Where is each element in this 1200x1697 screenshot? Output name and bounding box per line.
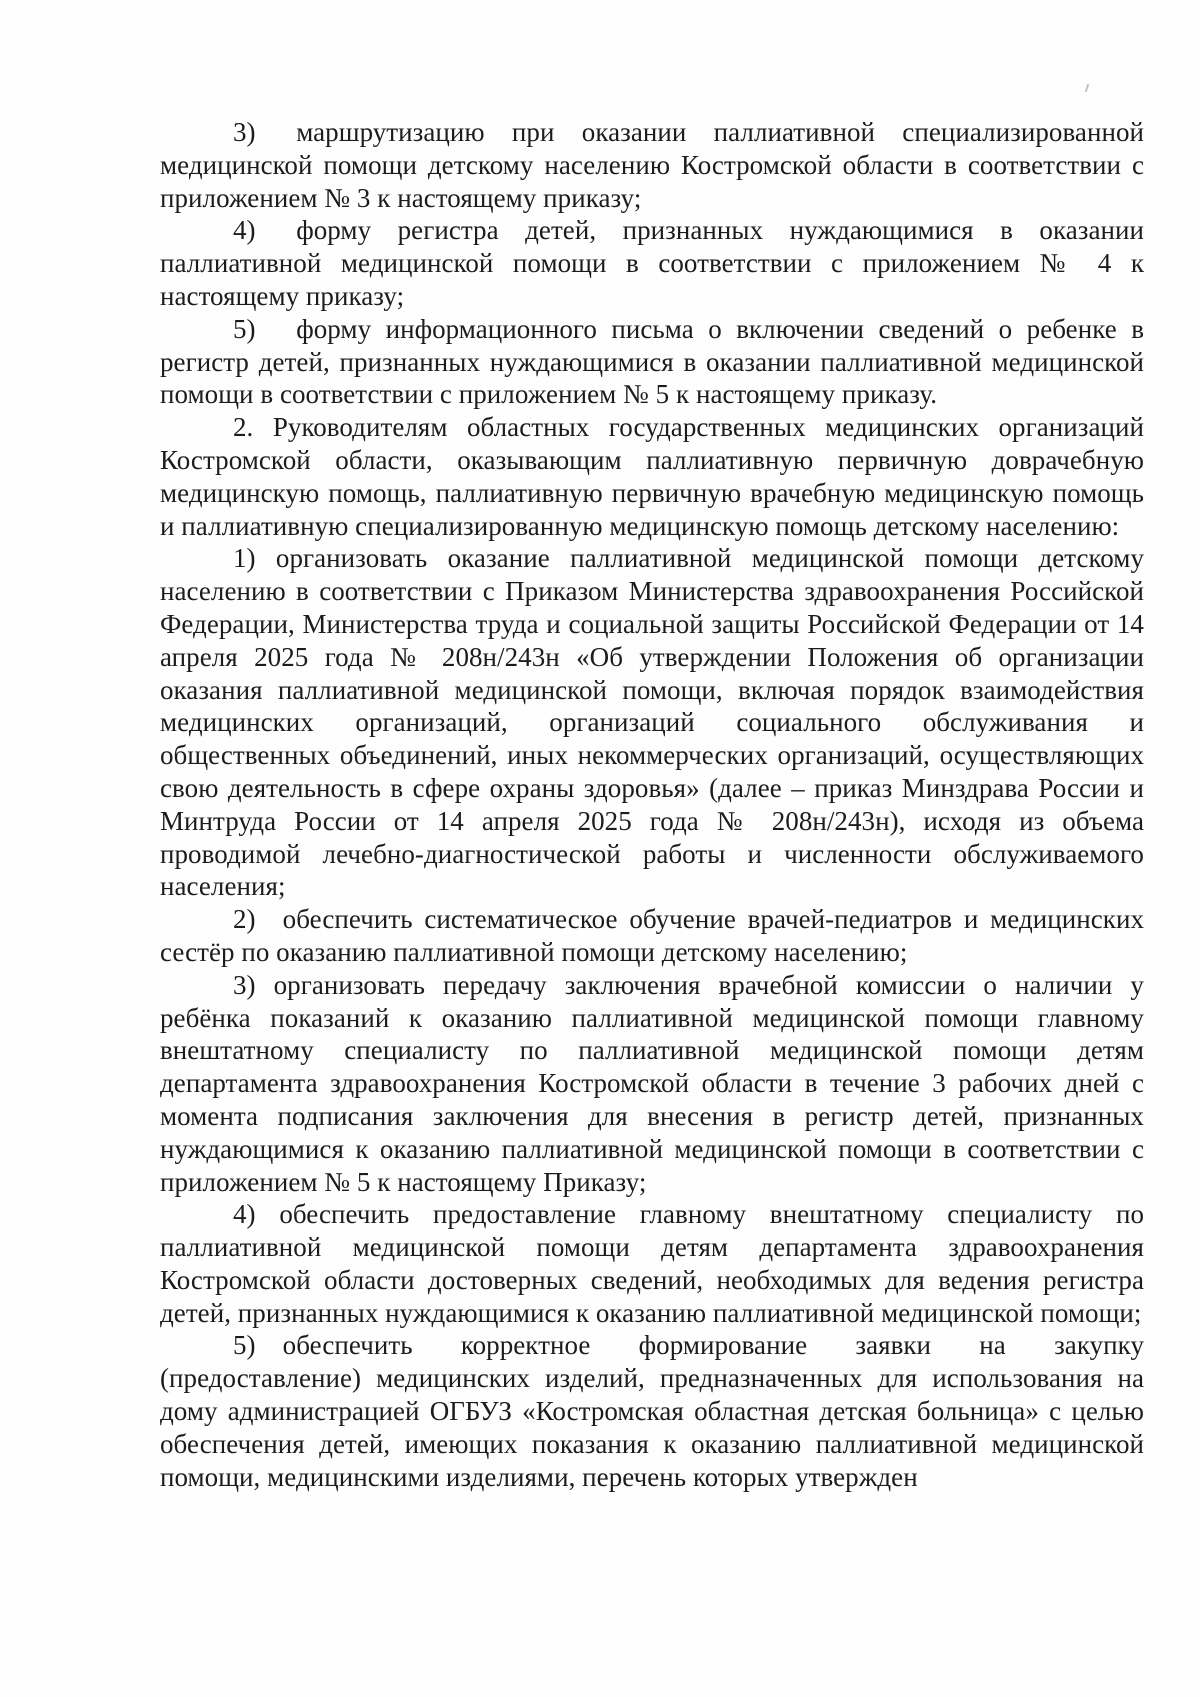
scan-artifact [1085,84,1089,92]
paragraph-item-4-register-form: 4) форму регистра детей, признанных нуждающимися в оказании паллиативной медицинской помощи в соответствии с приложением № 4 к настоящему приказу; [160,215,1144,311]
paragraph-subitem-1-organize: 1) организовать оказание паллиативной медицинской помощи детскому населению в соответствии с Приказом Министерства здравоохранения Российской Федерации, Министерства труда и социальной защиты Российской Федерации от 14 апреля 2025 года № 208н/243н «Об утверждении Положения об организации оказания паллиативной медицинской помощи, включая порядок взаимодействия медицинских организаций, организаций социального обслуживания и общественных объединений, иных некоммерческих организаций, осуществляющих свою деятельность в сфере охраны здоровья» (далее – приказ Минздрава России и Минтруда России от 14 апреля 2025 года № 208н/243н), исходя из объема проводимой лечебно-диагностической работы и численности обслуживаемого населения; [160,543,1144,902]
paragraph-section-2-heads: 2. Руководителям областных государственных медицинских организаций Костромской области, оказывающим паллиативную первичную доврачебную медицинскую помощь, паллиативную первичную врачебную медицинскую помощь и паллиативную специализированную медицинскую помощь детскому населению: [160,412,1144,541]
paragraph-subitem-4-provide-data: 4) обеспечить предоставление главному внештатному специалисту по паллиативной медицинской помощи детям департамента здравоохранения Костромской области достоверных сведений, необходимых для ведения регистра детей, признанных нуждающимися к оказанию паллиативной медицинской помощи; [160,1199,1144,1328]
paragraph-subitem-5-procurement: 5) обеспечить корректное формирование заявки на закупку (предоставление) медицинских изделий, предназначенных для использования на дому администрацией ОГБУЗ «Костромская областная детская больница» с целью обеспечения детей, имеющих показания к оказанию паллиативной медицинской помощи, медицинскими изделиями, перечень которых утвержден [160,1330,1144,1492]
document-body [160,116,1144,1493]
paragraph-item-3-routing: 3) маршрутизацию при оказании паллиативной специализированной медицинской помощи детскому населению Костромской области в соответствии с приложением № 3 к настоящему приказу; [160,117,1144,213]
paragraph-item-5-info-letter-form: 5) форму информационного письма о включении сведений о ребенке в регистр детей, признанных нуждающимися в оказании паллиативной медицинской помощи в соответствии с приложением № 5 к настоящему приказу. [160,313,1144,410]
paragraph-subitem-3-transfer: 3) организовать передачу заключения врачебной комиссии о наличии у ребёнка показаний к оказанию паллиативной медицинской помощи главному внештатному специалисту по паллиативной медицинской помощи детям департамента здравоохранения Костромской области в течение 3 рабочих дней с момента подписания заключения для внесения в регистр детей, признанных нуждающимися к оказанию паллиативной медицинской помощи в соответствии с приложением № 5 к настоящему Приказу; [160,969,1144,1197]
paragraph-subitem-2-training: 2) обеспечить систематическое обучение врачей-педиатров и медицинских сестёр по оказанию паллиативной помощи детскому населению; [160,904,1144,967]
